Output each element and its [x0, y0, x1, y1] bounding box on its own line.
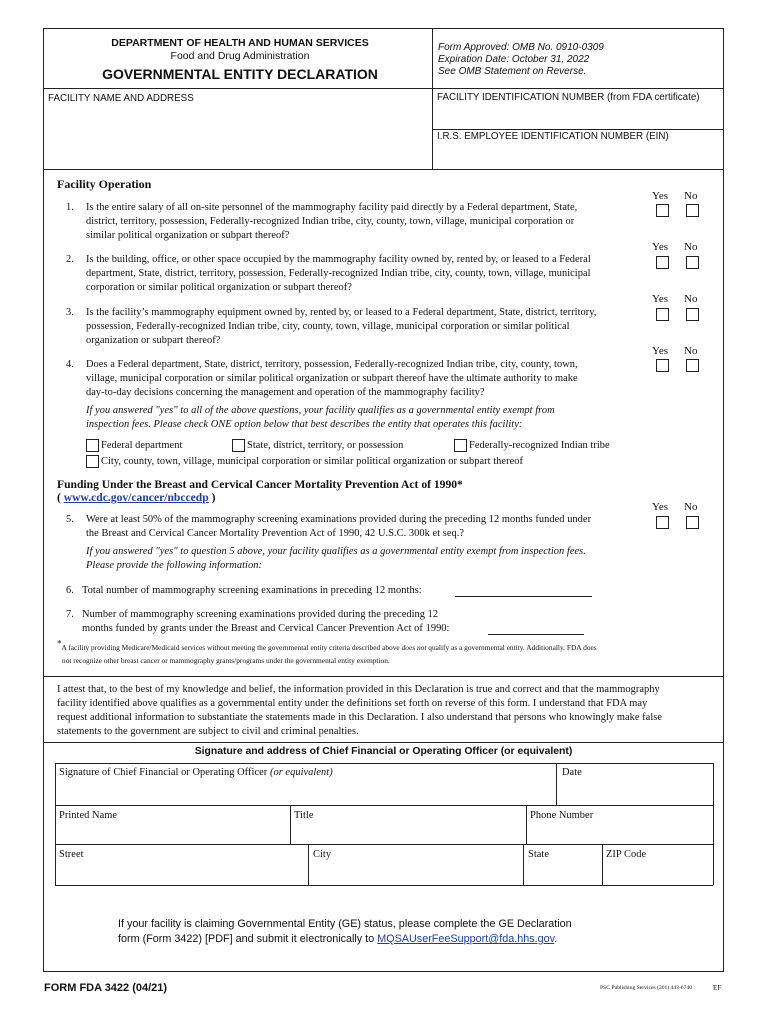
question-4-line-2: village, municipal corporation or similar political organization or subpart thereof have the ultimate authority to make: [86, 373, 578, 384]
sig-grid-top: [55, 763, 713, 764]
question-3-line-3: organization or subpart thereof?: [86, 335, 221, 346]
question-5-line-2: the Breast and Cervical Cancer Mortality Prevention Act of 1990, 42 U.S.C. 300k et seq.?: [86, 528, 465, 539]
funding-link-row: [57, 491, 215, 504]
title-input[interactable]: [292, 822, 524, 842]
question-1-no-checkbox[interactable]: [686, 204, 699, 217]
funding-note-line-1: If you answered "yes" to question 5 above, your facility qualifies as a governmental entity exempt from inspection fees.: [86, 546, 586, 557]
sig-grid-row-2: [55, 844, 713, 845]
question-1-yes-checkbox[interactable]: [656, 204, 669, 217]
question-3-line-2: possession, Federally-recognized Indian tribe, city, county, town, village, municipal corporation or similar political: [86, 321, 570, 332]
zip-input[interactable]: [604, 861, 711, 883]
question-2-line-3: corporation or similar political organization or subpart thereof?: [86, 282, 352, 293]
question-6-input[interactable]: [455, 582, 592, 596]
question-3-yes-checkbox[interactable]: [656, 308, 669, 321]
ge-notice-line-2-text: form (Form 3422) [PDF] and submit it electronically to: [118, 933, 378, 945]
ein-input[interactable]: [435, 143, 721, 167]
signature-label-note: (or equivalent): [269, 767, 333, 778]
header-divider: [432, 28, 433, 169]
question-2-no-label: No: [684, 241, 698, 253]
nbccedp-link[interactable]: www.cdc.gov/cancer/nbccedp: [63, 491, 209, 504]
form-number: FORM FDA 3422 (04/21): [44, 982, 168, 994]
sig-grid-state-divider: [523, 844, 524, 885]
question-1-line-1: Is the entire salary of all on-site personnel of the mammography facility paid directly by a Federal department, State,: [86, 202, 578, 213]
facility-operation-heading: Facility Operation: [57, 177, 152, 191]
operation-note-line-1: If you answered "yes" to all of the above questions, your facility qualifies as a governmental entity exempt from: [86, 405, 555, 416]
question-5-number: 5.: [66, 514, 74, 525]
funding-heading: Funding Under the Breast and Cervical Cancer Mortality Prevention Act of 1990*: [57, 478, 463, 491]
option-federal-label: Federal department: [101, 440, 183, 451]
sig-grid-title-divider: [290, 805, 291, 844]
question-2-line-1: Is the building, office, or other space occupied by the mammography facility owned by, rented by, or leased to a Federal: [86, 254, 591, 265]
dept-name: DEPARTMENT OF HEALTH AND HUMAN SERVICES: [111, 37, 369, 49]
street-label: Street: [59, 849, 84, 860]
sig-grid-row-1: [55, 805, 713, 806]
question-5-yes-label: Yes: [652, 501, 669, 513]
agency-name: Food and Drug Administration: [170, 50, 310, 62]
street-input[interactable]: [57, 861, 306, 883]
question-7-line-1: Number of mammography screening examinations provided during the preceding 12: [82, 609, 439, 620]
signature-heading: Signature and address of Chief Financial or Operating Officer (or equivalent): [194, 746, 573, 757]
question-2-yes-label: Yes: [652, 241, 669, 253]
printed-name-input[interactable]: [57, 822, 288, 842]
ein-label: I.R.S. EMPLOYEE IDENTIFICATION NUMBER (EIN): [437, 131, 669, 142]
sig-grid-city-divider: [308, 844, 309, 885]
question-7-input[interactable]: [488, 620, 584, 634]
attest-line-4: statements to the government are subject to civil and criminal penalties.: [57, 726, 359, 737]
signature-input[interactable]: [57, 779, 554, 803]
footnote-text-b: does not: [401, 643, 427, 652]
omb-line-1: Form Approved: OMB No. 0910-0309: [438, 42, 604, 53]
footnote-text-c: qualify as a governmental entity. Additionally, FDA does: [426, 643, 597, 652]
section-rule-1: [43, 169, 724, 170]
footnote-line-1: [57, 638, 597, 652]
funding-link-close-paren: ): [211, 491, 216, 504]
question-2-line-2: department, State, district, territory, possession, Federally-recognized Indian tribe, city, county, town, village, municipal: [86, 268, 591, 279]
option-state-label: State, district, territory, or possession: [247, 440, 404, 451]
attest-line-2: facility identified above qualifies as a governmental entity under the definitions set forth on reverse of this form. I understand that FDA may: [57, 698, 648, 709]
ge-notice-line-2: [118, 933, 557, 945]
zip-label: ZIP Code: [606, 849, 647, 860]
date-input[interactable]: [558, 779, 711, 803]
date-label: Date: [562, 767, 582, 778]
attest-line-3: request additional information to substantiate the statements made in this Declaration. I also understand that persons who knowingly make false: [57, 712, 663, 723]
phone-label: Phone Number: [530, 810, 594, 821]
question-1-line-2: district, territory, possession, Federally-recognized Indian tribe, city, county, town, village, municipal corporation or: [86, 216, 575, 227]
question-4-no-label: No: [684, 345, 698, 357]
omb-line-3: See OMB Statement on Reverse.: [438, 66, 587, 77]
state-label: State: [528, 849, 550, 860]
question-6-input-line: [455, 596, 592, 597]
facility-name-input[interactable]: [46, 104, 430, 167]
option-tribe-checkbox[interactable]: [454, 439, 467, 452]
city-label: City: [313, 849, 332, 860]
question-4-line-1: Does a Federal department, State, district, territory, possession, Federally-recognized Indian tribe, city, county, town,: [86, 359, 578, 370]
question-3-no-label: No: [684, 293, 698, 305]
phone-input[interactable]: [528, 822, 711, 842]
funding-link-open-paren: (: [57, 491, 61, 504]
question-1-line-3: similar political organization or subpart thereof?: [86, 230, 290, 241]
form-title: GOVERNMENTAL ENTITY DECLARATION: [102, 66, 378, 82]
question-4-yes-checkbox[interactable]: [656, 359, 669, 372]
question-2-yes-checkbox[interactable]: [656, 256, 669, 269]
title-label: Title: [294, 810, 314, 821]
question-5-yes-checkbox[interactable]: [656, 516, 669, 529]
question-7-line-2: months funded by grants under the Breast and Cervical Cancer Prevention Act of 1990:: [82, 623, 450, 634]
question-3-no-checkbox[interactable]: [686, 308, 699, 321]
attest-line-1: I attest that, to the best of my knowledge and belief, the information provided in this Declaration is true and correct and that the mammography: [57, 684, 660, 695]
funding-note-line-2: Please provide the following information:: [86, 560, 262, 571]
question-3-number: 3.: [66, 307, 74, 318]
option-tribe-label: Federally-recognized Indian tribe: [469, 440, 610, 451]
question-6-number: 6.: [66, 585, 74, 596]
sig-grid-left: [55, 763, 56, 885]
option-city-label: City, county, town, village, municipal corporation or similar political organization or subpart thereof: [101, 456, 524, 467]
ge-notice-line-1: If your facility is claiming Governmental Entity (GE) status, please complete the GE Declaration: [118, 918, 572, 930]
header-rule: [43, 88, 724, 89]
state-input[interactable]: [525, 861, 600, 883]
printed-name-label: Printed Name: [59, 810, 118, 821]
footnote-star: *: [57, 638, 62, 649]
question-7-input-line: [488, 634, 584, 635]
question-6-text: Total number of mammography screening examinations in preceding 12 months:: [82, 585, 422, 596]
operation-note-line-2: inspection fees. Please check ONE option below that best describes the entity that operates this facility:: [86, 419, 523, 430]
question-1-no-label: No: [684, 190, 698, 202]
sig-grid-zip-divider: [602, 844, 603, 885]
question-4-number: 4.: [66, 359, 74, 370]
question-1-number: 1.: [66, 202, 74, 213]
question-1-yes-label: Yes: [652, 190, 669, 202]
question-7-number: 7.: [66, 609, 74, 620]
question-2-number: 2.: [66, 254, 74, 265]
facility-name-label: FACILITY NAME AND ADDRESS: [48, 93, 194, 104]
facility-id-label: FACILITY IDENTIFICATION NUMBER (from FDA certificate): [437, 92, 700, 103]
facility-id-input[interactable]: [435, 104, 721, 128]
question-4-yes-label: Yes: [652, 345, 669, 357]
question-3-line-1: Is the facility’s mammography equipment owned by, rented by, or leased to a Federal department, State, district, territory,: [86, 307, 597, 318]
footnote-text-a: A facility providing Medicare/Medicaid services without meeting the governmental entity criteria described above: [61, 643, 402, 652]
footnote-line-2: not recognize other breast cancer or mammography grants/programs under the governmental entity exemption.: [62, 656, 390, 665]
ge-notice-line-2-end: .: [554, 933, 558, 945]
section-rule-3: [43, 742, 724, 743]
omb-line-2: Expiration Date: October 31, 2022: [438, 54, 590, 65]
psc-publishing: PSC Publishing Services (301) 443-6740: [600, 985, 692, 991]
ein-rule: [432, 129, 724, 130]
question-4-no-checkbox[interactable]: [686, 359, 699, 372]
question-2-no-checkbox[interactable]: [686, 256, 699, 269]
option-city-checkbox[interactable]: [86, 455, 99, 468]
question-3-yes-label: Yes: [652, 293, 669, 305]
question-5-line-1: Were at least 50% of the mammography screening examinations provided during the preceding 12 months funded under: [86, 514, 592, 525]
city-input[interactable]: [310, 861, 521, 883]
sig-grid-right: [713, 763, 714, 885]
section-rule-2: [43, 676, 724, 677]
question-4-line-3: day-to-day decisions concerning the management and operation of the mammography facility?: [86, 387, 485, 398]
signature-label-text: Signature of Chief Financial or Operating Officer: [59, 767, 268, 778]
sig-grid-phone-divider: [526, 805, 527, 844]
sig-grid-date-divider: [556, 763, 557, 805]
option-federal-checkbox[interactable]: [86, 439, 99, 452]
option-state-checkbox[interactable]: [232, 439, 245, 452]
question-5-no-label: No: [684, 501, 698, 513]
ef-mark: EF: [713, 984, 722, 992]
question-5-no-checkbox[interactable]: [686, 516, 699, 529]
support-email-link[interactable]: MQSAUserFeeSupport@fda.hhs.gov: [377, 933, 555, 945]
sig-grid-bottom: [55, 885, 713, 886]
